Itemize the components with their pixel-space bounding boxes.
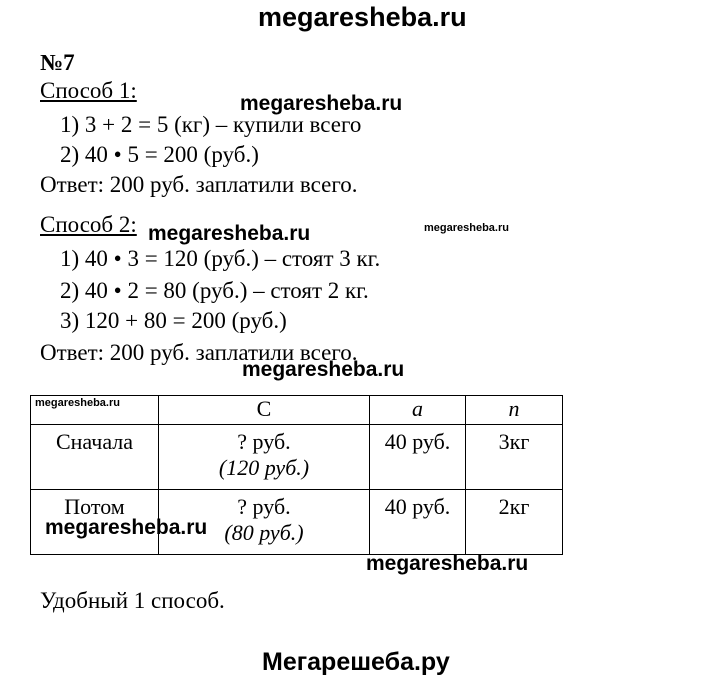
row-label bbox=[31, 490, 208, 555]
watermark-5: megaresheba.ru bbox=[366, 552, 529, 575]
row-label-text: Потом bbox=[64, 494, 125, 519]
watermark-small-2: megaresheba.ru bbox=[35, 397, 120, 409]
method2-answer: Ответ: 200 руб. заплатили всего. bbox=[40, 340, 358, 365]
watermark-3: megaresheba.ru bbox=[242, 358, 405, 381]
row-a: 40 руб. bbox=[370, 490, 466, 555]
watermark-small-1: megaresheba.ru bbox=[424, 222, 509, 234]
row-n: 2кг bbox=[466, 490, 563, 555]
row-c-unknown: ? руб. bbox=[237, 429, 291, 454]
row-c-cell bbox=[159, 425, 370, 490]
row-c-value: (80 руб.) bbox=[224, 520, 304, 545]
task-number: №7 bbox=[40, 50, 75, 75]
watermark-2: megaresheba.ru bbox=[148, 222, 311, 245]
row-n: 3кг bbox=[466, 425, 563, 490]
method1-heading: Способ 1: bbox=[40, 78, 137, 103]
method2-step-1: 1) 40 • 3 = 120 (руб.) – стоят 3 кг. bbox=[60, 246, 381, 271]
table-header-a: a bbox=[370, 396, 466, 425]
table-header-row bbox=[31, 396, 563, 425]
row-a: 40 руб. bbox=[370, 425, 466, 490]
method1-step-2: 2) 40 • 5 = 200 (руб.) bbox=[60, 142, 259, 167]
watermark-top: megaresheba.ru bbox=[258, 2, 467, 32]
table-row bbox=[31, 425, 563, 490]
row-c-value: (120 руб.) bbox=[218, 455, 310, 480]
table-header-empty bbox=[31, 396, 159, 425]
table-row bbox=[31, 490, 563, 555]
row-c-unknown: ? руб. bbox=[237, 494, 291, 519]
conclusion: Удобный 1 способ. bbox=[40, 588, 225, 613]
data-table bbox=[30, 395, 563, 555]
row-label: Сначала bbox=[31, 425, 159, 490]
table-header-n: n bbox=[466, 396, 563, 425]
method2-step-3: 3) 120 + 80 = 200 (руб.) bbox=[60, 308, 287, 333]
method2-step-2: 2) 40 • 2 = 80 (руб.) – стоят 2 кг. bbox=[60, 278, 369, 303]
method2-heading: Способ 2: bbox=[40, 212, 137, 237]
footer-brand: Мегарешеба.ру bbox=[262, 648, 450, 676]
watermark-4: megaresheba.ru bbox=[45, 516, 208, 539]
watermark-1: megaresheba.ru bbox=[240, 92, 403, 115]
table-header-c: C bbox=[159, 396, 370, 425]
method1-step-1: 1) 3 + 2 = 5 (кг) – купили всего bbox=[60, 112, 362, 137]
method1-answer: Ответ: 200 руб. заплатили всего. bbox=[40, 172, 358, 197]
